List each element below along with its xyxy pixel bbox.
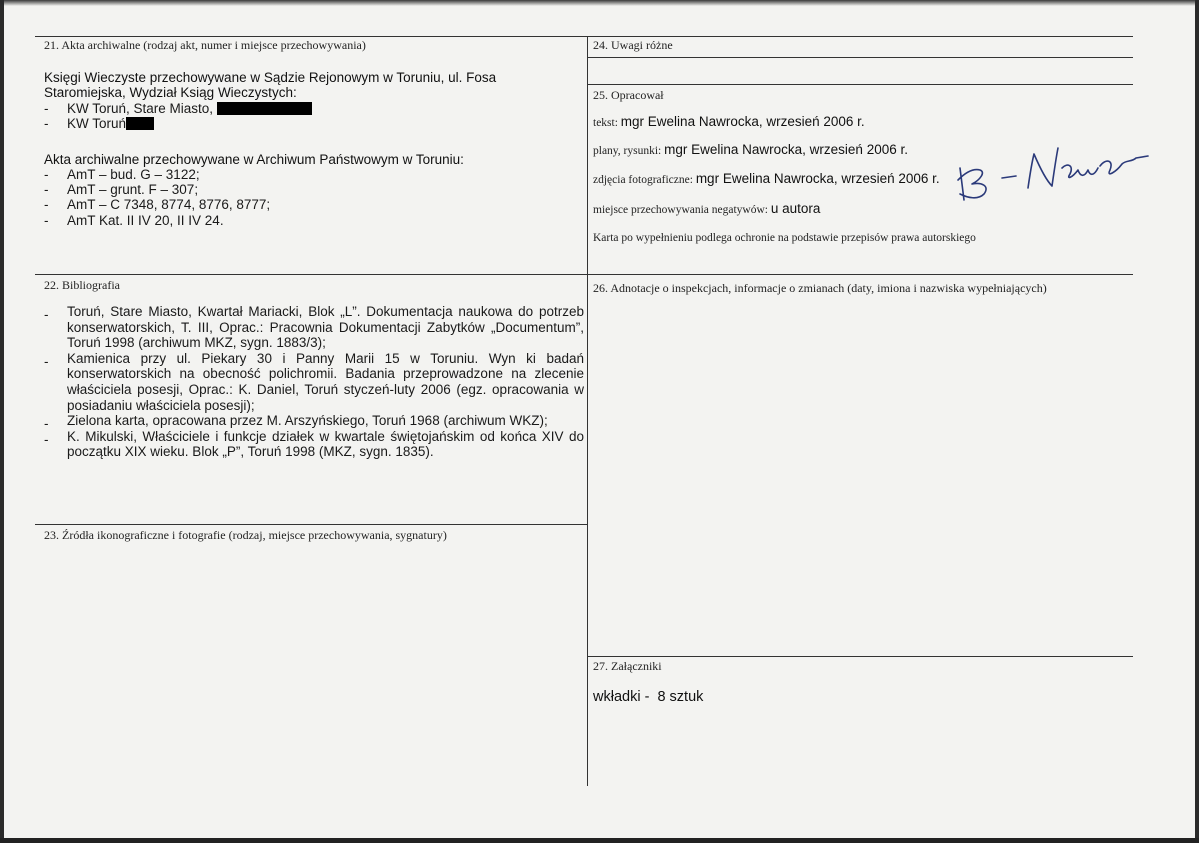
field-tekst-label: tekst:	[593, 117, 618, 129]
land-registry-intro-line1: Księgi Wieczyste przechowywane w Sądzie Rejonowym w Toruniu, ul. Fosa	[44, 70, 497, 85]
center-divider	[587, 36, 588, 786]
field-tekst-value: mgr Ewelina Nawrocka, wrzesień 2006 r.	[620, 114, 865, 129]
field-negatywy-value: u autora	[770, 201, 821, 216]
archive-item: - AmT Kat. II IV 20, II IV 24.	[42, 213, 270, 228]
land-registry-intro	[44, 70, 496, 100]
field-negatywy-label: miejsce przechowywania negatywów:	[593, 204, 768, 216]
redaction-bar	[217, 102, 312, 115]
bibliography-list	[42, 304, 584, 460]
scan-edge-right	[1195, 0, 1199, 843]
field-plany-label: plany, rysunki:	[593, 145, 662, 157]
field-plany-value: mgr Ewelina Nawrocka, wrzesień 2006 r.	[664, 142, 908, 157]
archive-item: - AmT – grunt. F – 307;	[42, 182, 270, 197]
attachments-value: wkładki - 8 sztuk	[593, 689, 704, 705]
section-23-label: 23. Źródła ikonograficzne i fotografie (rodzaj, miejsce przechowywania, sygnatury)	[44, 528, 447, 542]
scan-edge-top	[0, 0, 1199, 6]
rule-27-top	[587, 656, 1133, 657]
redaction-bar	[126, 117, 154, 130]
kw-item-text: KW Toruń, Stare Miasto,	[67, 101, 214, 116]
rule-23-top	[35, 524, 587, 525]
field-tekst	[593, 114, 865, 129]
bibliography-item: - Toruń, Stare Miasto, Kwartał Mariacki, Blok „L”. Dokumentacja naukowa do potrzeb konserwatorskich, T. III, Oprac.: Pracownia Dokumentacji Zabytków „Documentum”, Toruń 1998 (archiwum MKZ, sygn. 1883/3);	[42, 304, 584, 351]
archive-item: - AmT – bud. G – 3122;	[42, 167, 270, 182]
section-22-label: 22. Bibliografia	[44, 278, 120, 292]
field-zdjecia	[593, 171, 940, 186]
archive-list	[42, 167, 270, 228]
rule-row2-top	[35, 274, 1133, 275]
rule-24-bottom	[587, 57, 1133, 58]
field-plany	[593, 142, 908, 157]
rule-25-top	[587, 84, 1133, 85]
kw-item-text: KW Toruń	[67, 116, 127, 132]
kw-item	[42, 101, 312, 116]
top-rule	[35, 36, 1133, 37]
bibliography-item: - Kamienica przy ul. Piekary 30 i Panny Marii 15 w Toruniu. Wyn ki badań konserwatorskich na obecność polichromii. Badania przeprowadzone na zlecenie właściciela posesji, Oprac.: K. Daniel, Toruń styczeń-luty 2006 (egz. opracowania w posiadaniu właściciela posesji);	[42, 351, 584, 413]
bibliography-item: - Zielona karta, opracowana przez M. Arszyńskiego, Toruń 1968 (archiwum WKZ);	[42, 413, 584, 429]
kw-list	[42, 101, 312, 131]
field-zdjecia-label: zdjęcia fotograficzne:	[593, 174, 693, 186]
section-26-label: 26. Adnotacje o inspekcjach, informacje o zmianach (daty, imiona i nazwiska wypełniających)	[593, 281, 1047, 295]
scan-edge-bottom	[0, 838, 1199, 843]
bibliography-item: - K. Mikulski, Właściciele i funkcje działek w kwartale świętojańskim od końca XIV do początku XIX wieku. Blok „P”, Toruń 1998 (MKZ, sygn. 1835).	[42, 429, 584, 460]
archive-intro: Akta archiwalne przechowywane w Archiwum Państwowym w Toruniu:	[44, 152, 464, 167]
archive-item: - AmT – C 7348, 8774, 8776, 8777;	[42, 197, 270, 212]
section-24-label: 24. Uwagi różne	[593, 38, 673, 52]
handwritten-signature	[950, 128, 1150, 218]
field-zdjecia-value: mgr Ewelina Nawrocka, wrzesień 2006 r.	[695, 171, 940, 186]
field-negatywy	[593, 201, 820, 216]
section-25-label: 25. Opracował	[593, 88, 664, 102]
copyright-note: Karta po wypełnieniu podlega ochronie na podstawie przepisów prawa autorskiego	[593, 232, 976, 244]
section-27-label: 27. Załączniki	[593, 659, 662, 673]
land-registry-intro-line2: Staromiejska, Wydział Ksiąg Wieczystych:	[44, 85, 297, 101]
scan-edge-left	[0, 0, 4, 843]
kw-item	[42, 116, 312, 131]
section-21-label: 21. Akta archiwalne (rodzaj akt, numer i miejsce przechowywania)	[44, 38, 366, 52]
